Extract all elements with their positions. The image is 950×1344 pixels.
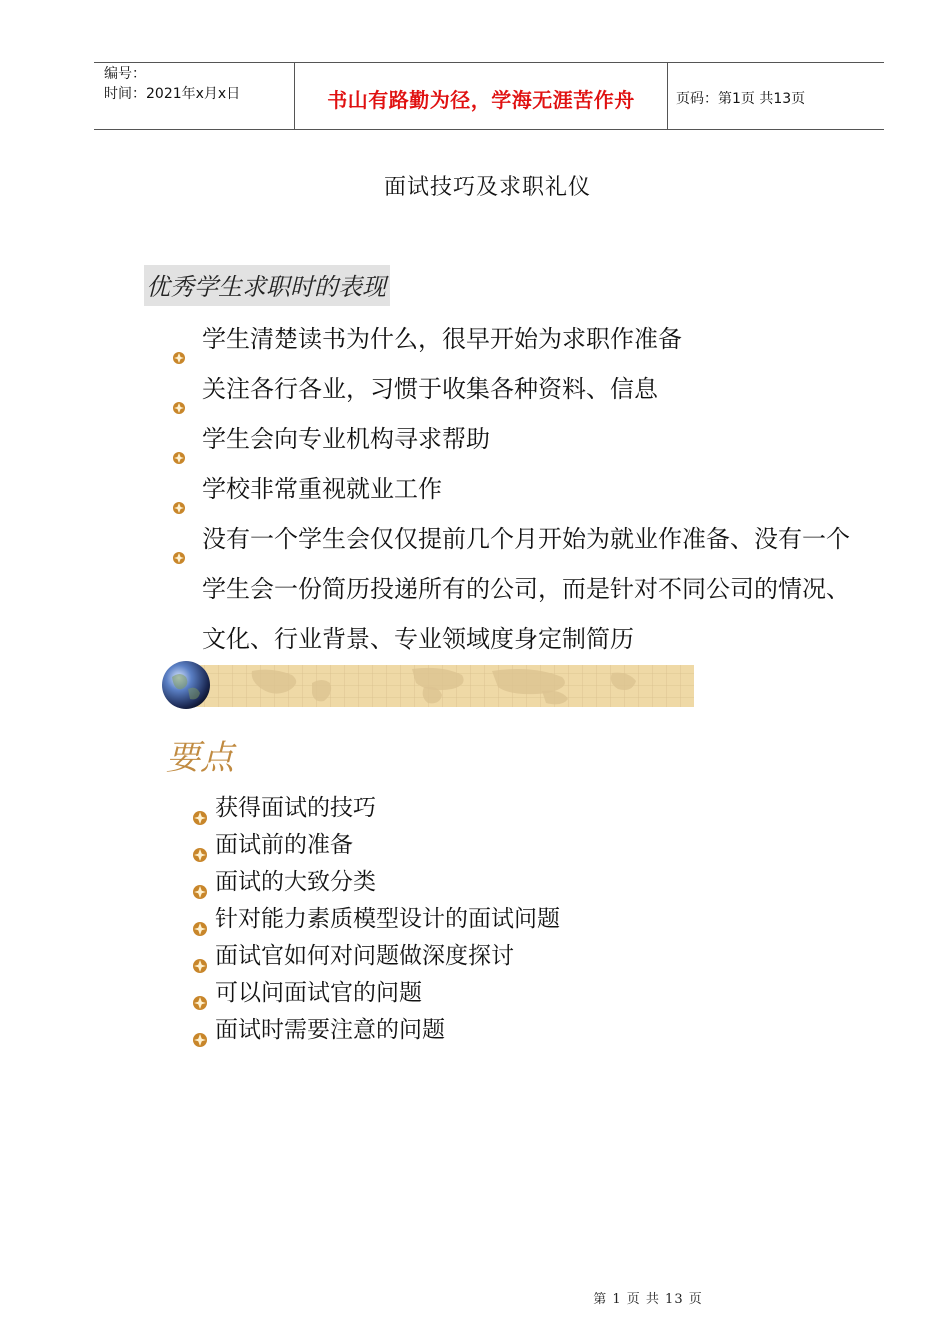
header-meta [104, 64, 240, 104]
list-item [172, 414, 852, 464]
key-points-list [192, 790, 560, 1049]
diamond-bullet-icon [192, 1023, 208, 1060]
list-item-text: 面试时需要注意的问题 [215, 1017, 445, 1043]
globe-icon [162, 661, 210, 709]
section-heading: 优秀学生求职时的表现 [144, 265, 390, 306]
diamond-bullet-icon [172, 532, 186, 582]
list-item-text: 可以问面试官的问题 [215, 980, 422, 1006]
list-item [192, 1012, 560, 1049]
list-item-text: 获得面试的技巧 [215, 795, 376, 821]
list-item [172, 314, 852, 364]
list-item [192, 901, 560, 938]
header-bottom-rule [94, 129, 884, 130]
list-item-text: 学校非常重视就业工作 [202, 475, 442, 503]
list-item [192, 790, 560, 827]
list-item-text: 面试前的准备 [215, 832, 353, 858]
header-number-label: 编号： [104, 66, 146, 82]
list-item [192, 864, 560, 901]
header-time-label: 时间：2021年x月x日 [104, 86, 241, 102]
list-item-text: 关注各行各业，习惯于收集各种资料、信息 [202, 375, 658, 403]
list-item [172, 464, 852, 514]
list-item [192, 827, 560, 864]
section-bullet-list [172, 314, 852, 664]
list-item-text: 学生会向专业机构寻求帮助 [202, 425, 490, 453]
header-motto: 书山有路勤为径，学海无涯苦作舟 [327, 88, 635, 112]
globe-map-banner [162, 661, 694, 709]
list-item-text: 学生清楚读书为什么，很早开始为求职作准备 [202, 325, 682, 353]
list-item-text: 面试官如何对问题做深度探讨 [215, 943, 514, 969]
header-page-label: 页码：第1页 共13页 [676, 91, 806, 107]
list-item [172, 364, 852, 414]
document-title: 面试技巧及求职礼仪 [383, 175, 591, 200]
header-divider-left [294, 62, 295, 130]
list-item [192, 938, 560, 975]
list-item-text: 面试的大致分类 [215, 869, 376, 895]
header-divider-right [667, 62, 668, 130]
footer-page-number: 第 1 页 共 13 页 [593, 1292, 703, 1307]
header-top-rule [94, 62, 884, 63]
list-item-text: 没有一个学生会仅仅提前几个月开始为就业作准备、没有一个学生会一份简历投递所有的公司，而是针对不同公司的情况、文化、行业背景、专业领域度身定制简历 [202, 525, 850, 653]
list-item [192, 975, 560, 1012]
list-item-text: 针对能力素质模型设计的面试问题 [215, 906, 560, 932]
key-points-title: 要点 [166, 738, 234, 778]
list-item [172, 514, 852, 664]
